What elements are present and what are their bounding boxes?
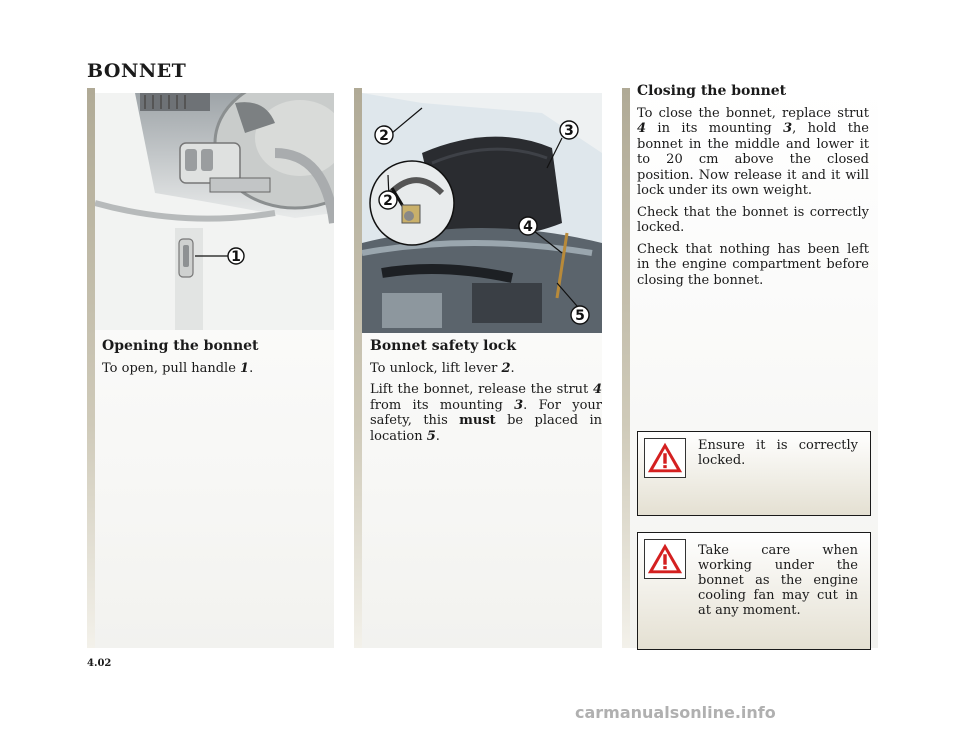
safety-paragraph-1: To unlock, lift lever 2. [370, 360, 515, 376]
closing-section [637, 84, 869, 294]
warning-triangle-icon [644, 438, 686, 478]
closing-heading: Closing the bonnet [637, 83, 787, 99]
closing-paragraph-1: To close the bonnet, replace strut 4 in its mounting 3, hold the bonnet in the middle and lower it to 20 cm above the closed position. Now release it and it will lock under its own weight. [637, 105, 869, 198]
callout-2-inset: 2 [383, 193, 393, 209]
sidebar-bar [622, 88, 630, 648]
photo-engine-bay [362, 93, 602, 333]
callout-4: 4 [523, 219, 533, 235]
opening-heading: Opening the bonnet [102, 338, 259, 354]
sidebar-bar [87, 88, 95, 648]
opening-paragraph: To open, pull handle 1. [102, 360, 254, 376]
warning-triangle-icon [644, 539, 686, 579]
callout-5: 5 [575, 308, 585, 324]
safety-paragraph-2: Lift the bonnet, release the strut 4 from its mounting 3. For your safety, this must be placed in location 5. [370, 382, 602, 444]
warning-box-locked [637, 431, 871, 516]
page-number: 4.02 [87, 658, 112, 669]
photo-dashboard-handle [95, 93, 334, 330]
closing-paragraph-3: Check that nothing has been left in the engine compartment before closing the bonnet. [637, 241, 869, 288]
sidebar-bar [354, 88, 362, 648]
safety-heading: Bonnet safety lock [370, 338, 517, 354]
warning-box-fan [637, 532, 871, 650]
callout-3: 3 [564, 123, 574, 139]
warning-text: Take care when working under the bonnet as the engine cooling fan may cut in at any moment. [698, 543, 858, 618]
safety-section [370, 339, 602, 450]
opening-section [102, 339, 327, 382]
closing-paragraph-2: Check that the bonnet is correctly locked. [637, 204, 869, 235]
callout-2-top: 2 [379, 128, 389, 144]
callout-1: 1 [231, 249, 241, 265]
warning-text: Ensure it is correctly locked. [698, 438, 858, 468]
page-title: BONNET [87, 60, 187, 82]
watermark-text: carmanualsonline.info [575, 703, 776, 722]
